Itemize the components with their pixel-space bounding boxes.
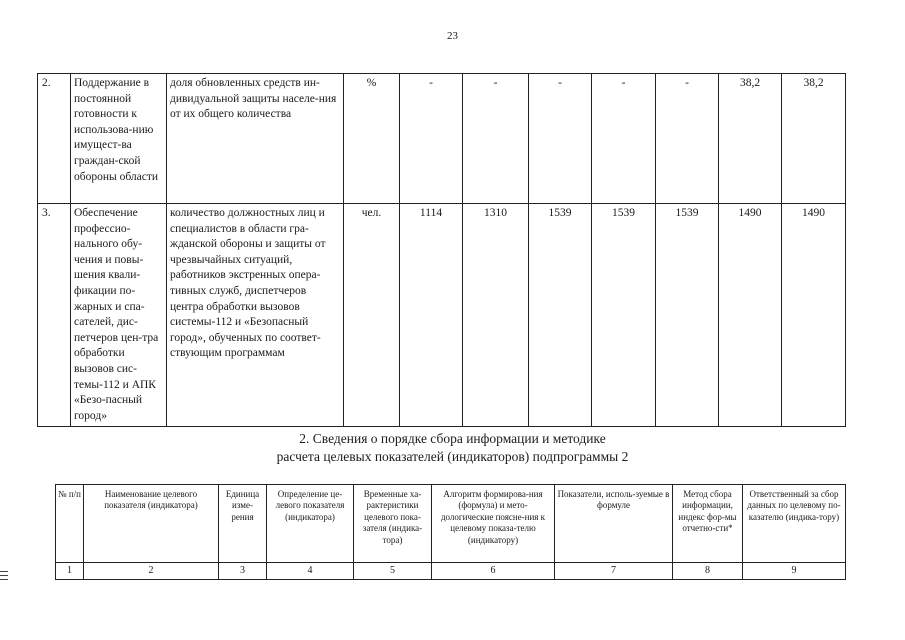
value-cell: 1310: [463, 204, 529, 427]
unit-cell: %: [344, 74, 400, 204]
value-cell: 38,2: [782, 74, 846, 204]
header-cell: Алгоритм формирова-ния (формула) и мето-дологические поясне-ния к целевому показа-телю (индикатору): [432, 485, 555, 563]
value-cell: 38,2: [719, 74, 782, 204]
row-number: 3.: [38, 204, 71, 427]
column-number: 6: [432, 563, 555, 580]
value-cell: -: [400, 74, 463, 204]
column-number: 2: [84, 563, 219, 580]
value-cell: 1539: [529, 204, 592, 427]
indicator-name: Обеспечение профессио-нального обу-чения и повы-шения квали-фикации по-жарных и спа-сателей, дис-петчеров цен-тра обработки вызовов сис-темы-112 и АПК «Безо-пасный город»: [71, 204, 167, 427]
indicator-definition: доля обновленных средств ин-дивидуальной защиты населе-ния от их общего количества: [167, 74, 344, 204]
header-cell: Показатели, исполь-зуемые в формуле: [555, 485, 673, 563]
column-number-row: [56, 563, 846, 580]
table-header-row: [56, 485, 846, 563]
value-cell: -: [592, 74, 656, 204]
column-number: 7: [555, 563, 673, 580]
indicators-table: [37, 73, 846, 427]
value-cell: 1114: [400, 204, 463, 427]
value-cell: -: [656, 74, 719, 204]
column-number: 8: [673, 563, 743, 580]
header-cell: Ответственный за сбор данных по целевому по-казателю (индика-тору): [743, 485, 846, 563]
methodology-table: [55, 484, 846, 580]
header-cell: Единица изме-рения: [219, 485, 267, 563]
table-row: [38, 204, 846, 427]
value-cell: 1539: [592, 204, 656, 427]
header-cell: Наименование целевого показателя (индикатора): [84, 485, 219, 563]
header-cell: Метод сбора информации, индекс фор-мы отчетно-сти*: [673, 485, 743, 563]
value-cell: 1539: [656, 204, 719, 427]
column-number: 4: [267, 563, 354, 580]
table-row: [38, 74, 846, 204]
unit-cell: чел.: [344, 204, 400, 427]
section-heading-line2: расчета целевых показателей (индикаторов) подпрограммы 2: [276, 449, 629, 464]
value-cell: -: [463, 74, 529, 204]
column-number: 9: [743, 563, 846, 580]
value-cell: 1490: [782, 204, 846, 427]
indicator-name: Поддержание в постоянной готовности к использова-нию имущест-ва граждан-ской обороны области: [71, 74, 167, 204]
header-cell: № п/п: [56, 485, 84, 563]
column-number: 1: [56, 563, 84, 580]
column-number: 5: [354, 563, 432, 580]
section-heading: [0, 430, 905, 466]
page-number: 23: [447, 30, 458, 42]
value-cell: -: [529, 74, 592, 204]
indicator-definition: количество должностных лиц и специалистов в области гра-жданской обороны и защиты от чрезвычайных ситуаций, работников экстренных опера-тивных служб, диспетчеров центра обработки вызовов системы-112 и «Безопасный город», обученных по соответ-ствующим программам: [167, 204, 344, 427]
value-cell: 1490: [719, 204, 782, 427]
column-number: 3: [219, 563, 267, 580]
header-cell: Определение це-левого показателя (индикатора): [267, 485, 354, 563]
section-heading-line1: 2. Сведения о порядке сбора информации и методике: [299, 431, 606, 446]
row-number: 2.: [38, 74, 71, 204]
header-cell: Временные ха-рактеристики целевого пока-зателя (индика-тора): [354, 485, 432, 563]
margin-mark: [0, 568, 8, 580]
